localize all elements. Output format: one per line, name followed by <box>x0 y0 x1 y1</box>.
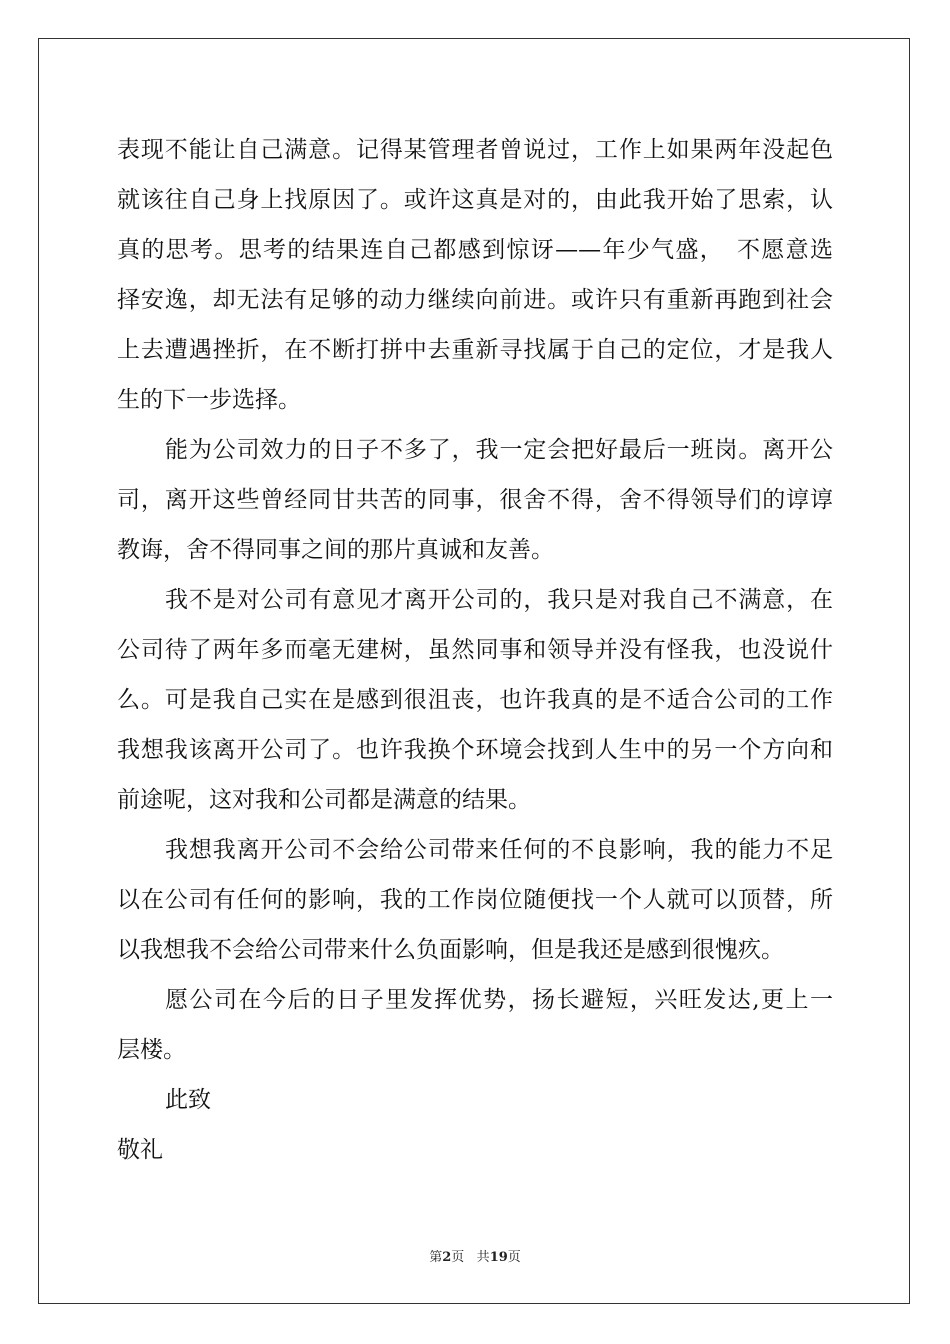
total-page-count: 19 <box>489 1250 508 1265</box>
text-line: 前途呢，这对我和公司都是满意的结果。 <box>117 787 531 813</box>
text-line: 表现不能让自己满意。记得某管理者曾说过，工作上如果两年没起色 <box>117 137 833 163</box>
text-line: 能为公司效力的日子不多了，我一定会把好最后一班岗。离开公 <box>165 437 833 463</box>
text-line: 生的下一步选择。 <box>117 387 301 413</box>
text-line: 上去遭遇挫折，在不断打拼中去重新寻找属于自己的定位，才是我人 <box>117 337 833 363</box>
text-line: 教诲，舍不得同事之间的那片真诚和友善。 <box>117 537 554 563</box>
text-line: 么。可是我自己实在是感到很沮丧，也许我真的是不适合公司的工作 <box>117 687 833 713</box>
text-line: 以我想我不会给公司带来什么负面影响，但是我还是感到很愧疚。 <box>117 937 784 963</box>
text-line: 我想我该离开公司了。也许我换个环境会找到人生中的另一个方向和 <box>117 737 833 763</box>
text-line: 我不是对公司有意见才离开公司的，我只是对我自己不满意，在 <box>165 587 833 613</box>
footer-total-suffix: 页 <box>507 1250 521 1265</box>
text-line: 层楼。 <box>117 1037 186 1063</box>
text-line: 真的思考。思考的结果连自己都感到惊讶——年少气盛， 不愿意选 <box>117 237 833 263</box>
page-footer <box>0 1248 950 1268</box>
text-line: 以在公司有任何的影响，我的工作岗位随便找一个人就可以顶替，所 <box>117 887 833 913</box>
current-page-number: 2 <box>442 1250 452 1265</box>
closing-salutation: 此致 <box>165 1087 211 1113</box>
text-line: 就该往自己身上找原因了。或许这真是对的，由此我开始了思索，认 <box>117 187 833 213</box>
footer-total-prefix: 共 <box>476 1250 490 1265</box>
text-line: 愿公司在今后的日子里发挥优势，扬长避短，兴旺发达,更上一 <box>165 987 833 1013</box>
footer-prefix: 第 <box>429 1250 443 1265</box>
footer-page-suffix: 页 <box>451 1250 465 1265</box>
closing-regards: 敬礼 <box>117 1137 163 1163</box>
text-line: 择安逸，却无法有足够的动力继续向前进。或许只有重新再跑到社会 <box>117 287 833 313</box>
text-line: 我想我离开公司不会给公司带来任何的不良影响，我的能力不足 <box>165 837 833 863</box>
text-line: 公司待了两年多而毫无建树，虽然同事和领导并没有怪我，也没说什 <box>117 637 833 663</box>
text-line: 司，离开这些曾经同甘共苦的同事，很舍不得，舍不得领导们的谆谆 <box>117 487 833 513</box>
